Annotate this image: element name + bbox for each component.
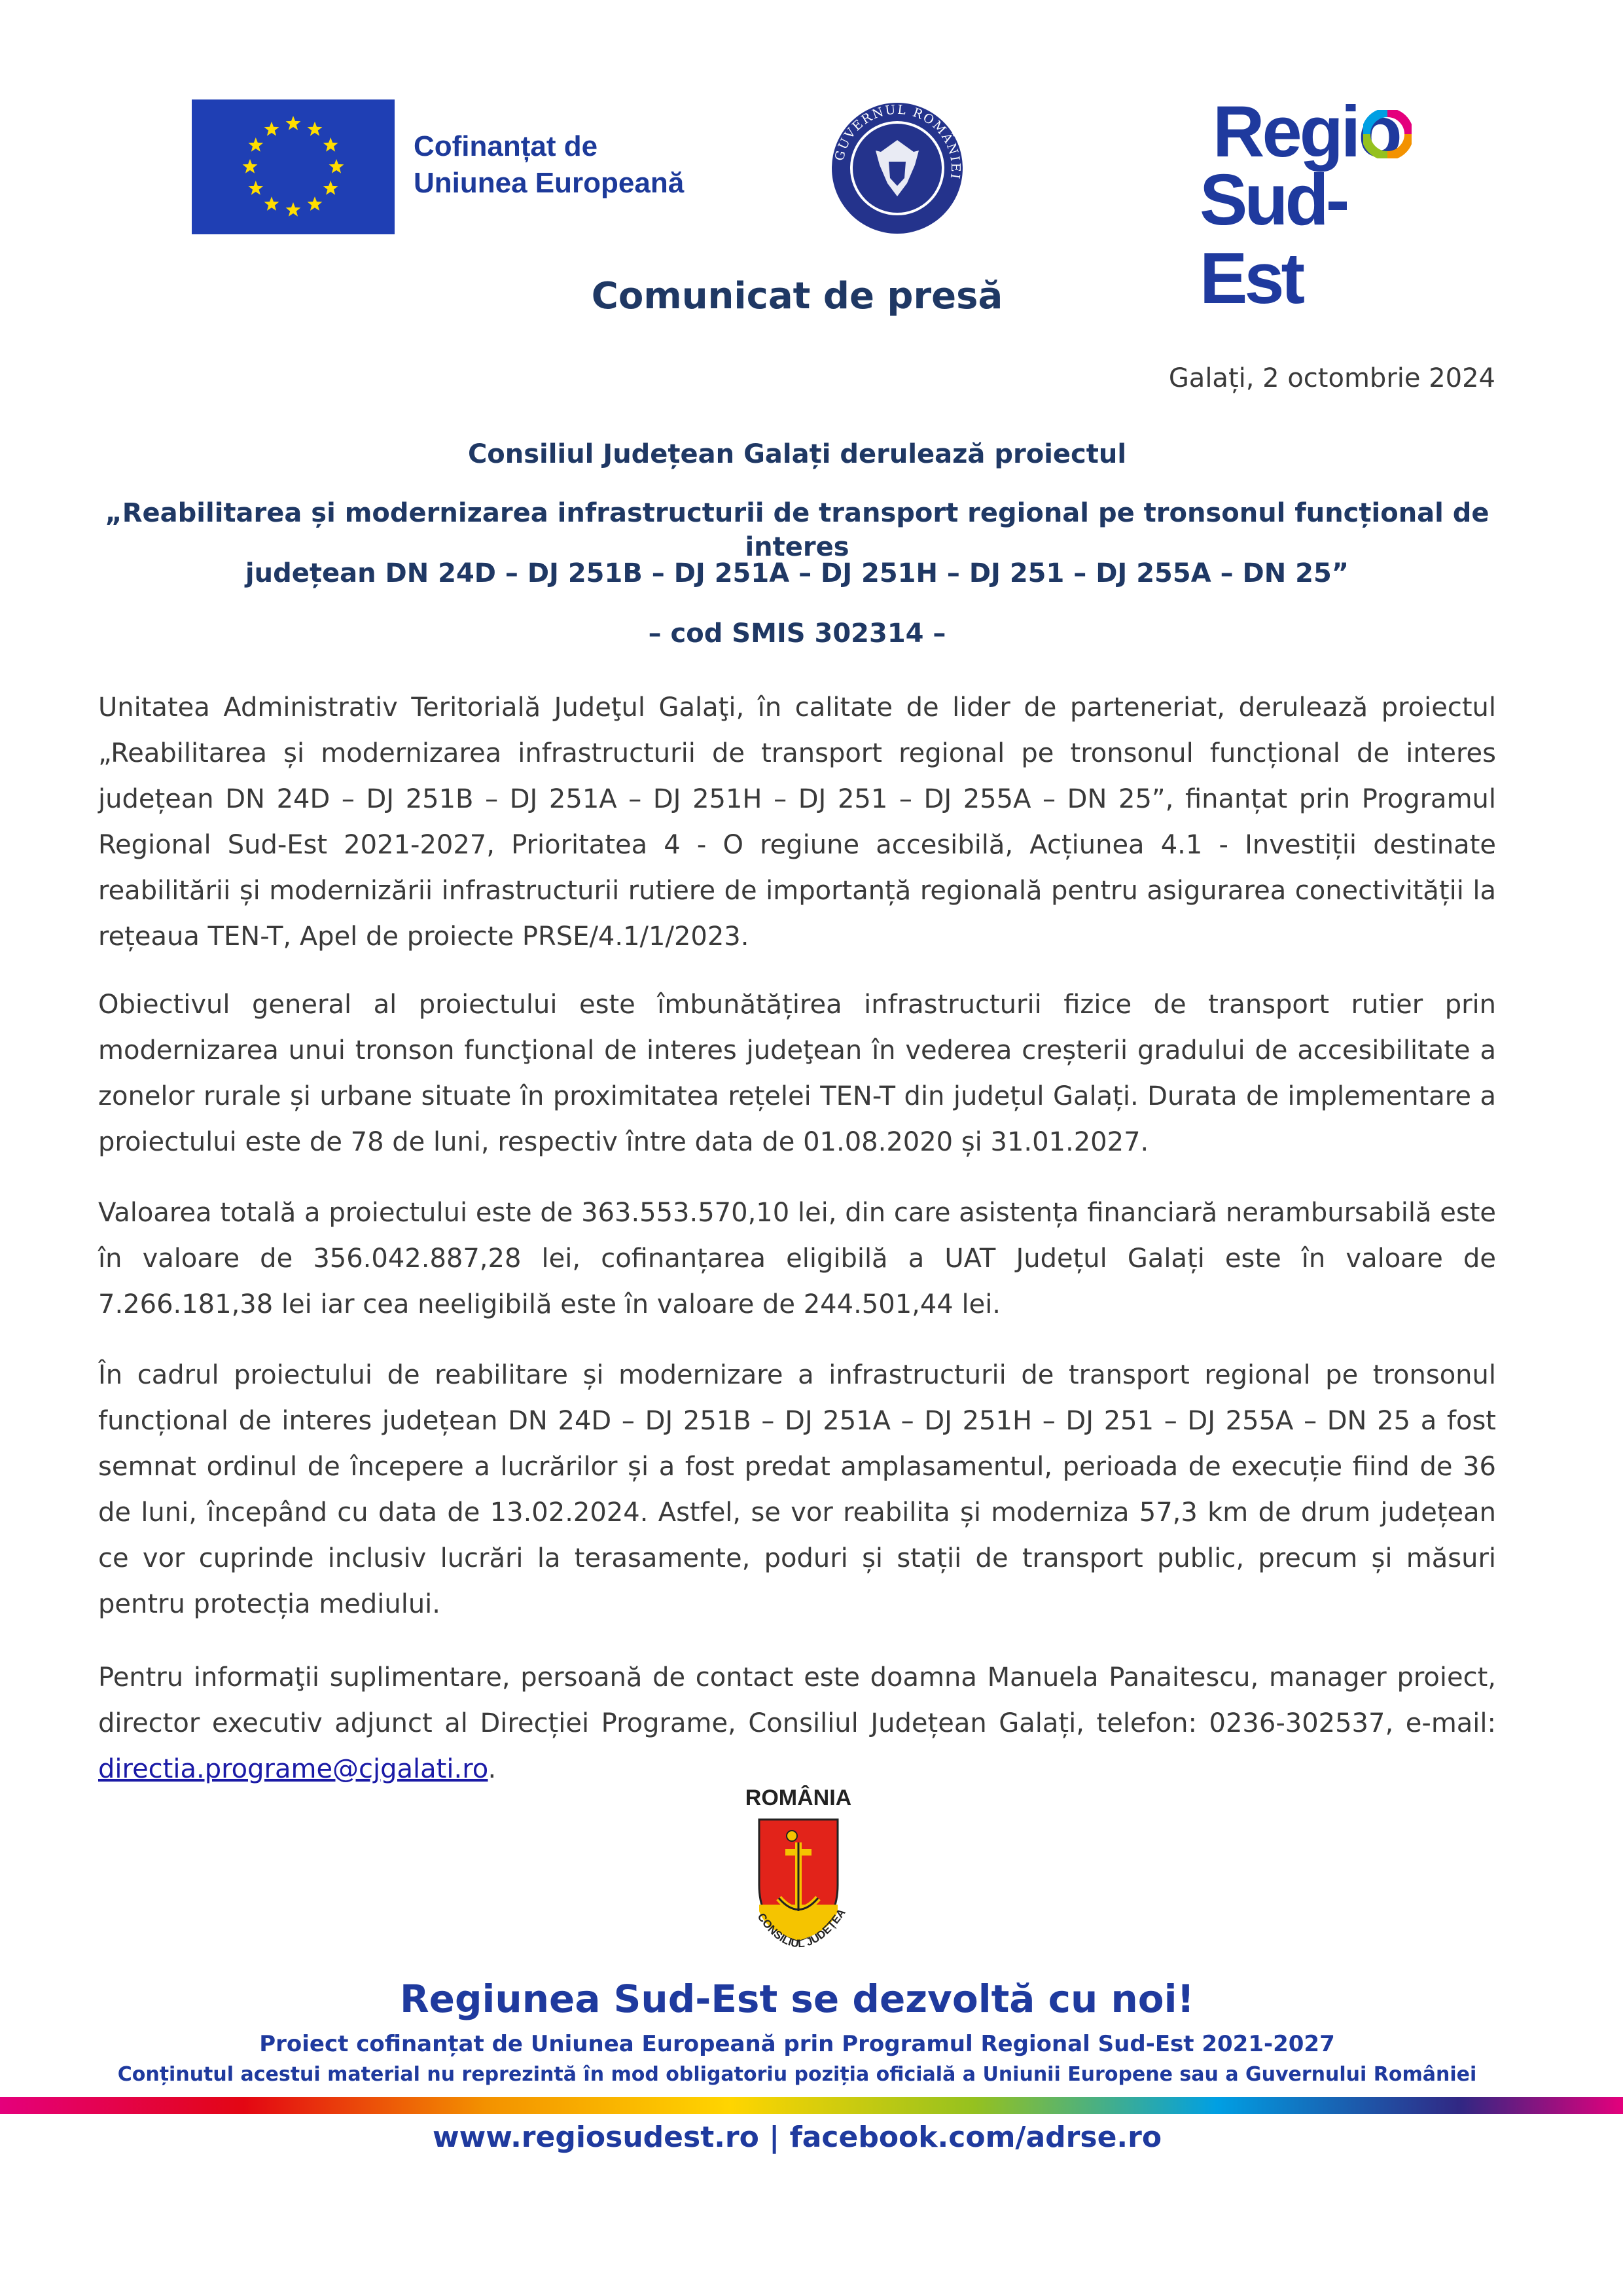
galati-coat-of-arms-icon <box>694 1806 903 1964</box>
subheading-line1: Consiliul Județean Galați derulează proiectul <box>467 439 1127 469</box>
footer-rainbow-divider <box>0 2097 1623 2114</box>
paragraph-project-intro: Unitatea Administrativ Teritorială Judeţul Galaţi, în calitate de lider de parteneriat, derulează proiectul „Reabilitarea și modernizarea infrastructurii de transport regional pe tronsonul funcțional de interes județean DN 24D – DJ 251B – DJ 251A – DJ 251H – DJ 251 – DJ 255A – DN 25”, finanțat prin Programul Regional Sud-Est 2021-2027, Prioritatea 4 - O regiune accesibilă, Acțiunea 4.1 - Investiții destinate reabilitării și modernizării infrastructurii rutiere de importanță regională pentru asigurarea conectivității la rețeaua TEN-T, Apel de proiecte PRSE/4.1/1/2023. <box>98 692 1496 952</box>
regio-logo-line2: Sud-Est <box>1200 160 1347 319</box>
contact-email-link[interactable]: directia.programe@cjgalati.ro <box>98 1754 488 1784</box>
footer-slogan: Regiunea Sud-Est se dezvoltă cu noi! <box>400 1977 1194 2021</box>
regio-sud-est-logo <box>1200 92 1430 319</box>
government-seal-icon <box>829 99 966 237</box>
eu-label-line1: Cofinanțat de <box>414 130 598 162</box>
subheading-smis-code: – cod SMIS 302314 – <box>648 619 946 649</box>
page-title: Comunicat de presă <box>591 275 1003 317</box>
svg-text:CONSILIUL JUDEȚEAN GALAȚI: CONSILIUL JUDEȚEA <box>755 1906 848 1950</box>
subheading-line3: județean DN 24D – DJ 251B – DJ 251A – DJ 251H – DJ 251 – DJ 255A – DN 25” <box>245 558 1349 588</box>
eu-label-line2: Uniunea Europeană <box>414 167 685 199</box>
paragraph-objective: Obiectivul general al proiectului este îmbunătățirea infrastructurii fizice de transport rutier prin modernizarea unui tronson funcţional de interes judeţean în vederea creșterii gradului de accesibilitate a zonelor rurale și urbane situate în proximitatea rețelei TEN-T din județul Galați. Durata de implementare a proiectului este de 78 de luni, respectiv între data de 01.08.2020 și 31.01.2027. <box>98 990 1496 1157</box>
contact-text: Pentru informaţii suplimentare, persoană de contact este doamna Manuela Panaitescu, manager proiect, director executiv adjunct al Direcției Programe, Consiliul Județean Galați, telefon: 0236-302537, e-mail: <box>98 1662 1496 1738</box>
government-seal-logo <box>829 99 966 237</box>
footer-disclaimer: Conținutul acestui material nu reprezintă în mod obligatoriu poziția oficială a Uniunii Europene sau a Guvernului României <box>117 2063 1477 2086</box>
footer-links[interactable]: www.regiosudest.ro | facebook.com/adrse.ro <box>432 2121 1162 2154</box>
eu-cofinance-label <box>414 128 684 202</box>
eu-flag-logo <box>192 99 395 234</box>
county-council-crest <box>694 1806 903 1964</box>
paragraph-budget: Valoarea totală a proiectului este de 363.553.570,10 lei, din care asistența financiară nerambursabilă este în valoare de 356.042.887,28 lei, cofinanțarea eligibilă a UAT Județul Galați este în valoare de 7.266.181,38 lei iar cea neeligibilă este în valoare de 244.501,44 lei. <box>98 1198 1496 1319</box>
paragraph-contact <box>98 1655 1496 1792</box>
svg-text:GUVERNUL ROMÂNIEI: GUVERNUL ROMÂNIEI <box>832 102 963 181</box>
footer-cofinance-note: Proiect cofinanțat de Uniunea Europeană prin Programul Regional Sud-Est 2021-2027 <box>259 2031 1335 2057</box>
paragraph-works: În cadrul proiectului de reabilitare și modernizare a infrastructurii de transport regional pe tronsonul funcțional de interes județean DN 24D – DJ 251B – DJ 251A – DJ 251H – DJ 251 – DJ 255A – DN 25 a fost semnat ordinul de începere a lucrărilor și a fost predat amplasamentul, perioada de execuție fiind de 36 de luni, începând cu data de 13.02.2024. Astfel, se vor reabilita și moderniza 57,3 km de drum județean ce vor cuprinde inclusiv lucrări la terasamente, poduri și stații de transport public, precum și măsuri pentru protecția mediului. <box>98 1360 1496 1619</box>
regio-logo-line1: Regio <box>1213 92 1400 172</box>
press-release-date: Galați, 2 octombrie 2024 <box>1168 363 1495 393</box>
contact-end: . <box>488 1754 497 1784</box>
subheading-line2: „Reabilitarea și modernizarea infrastructurii de transport regional pe tronsonul funcțional de interes <box>105 498 1489 562</box>
crest-country-label: ROMÂNIA <box>745 1785 852 1810</box>
eu-stars-icon <box>192 99 395 234</box>
regio-rainbow-ring-icon <box>1363 110 1412 158</box>
